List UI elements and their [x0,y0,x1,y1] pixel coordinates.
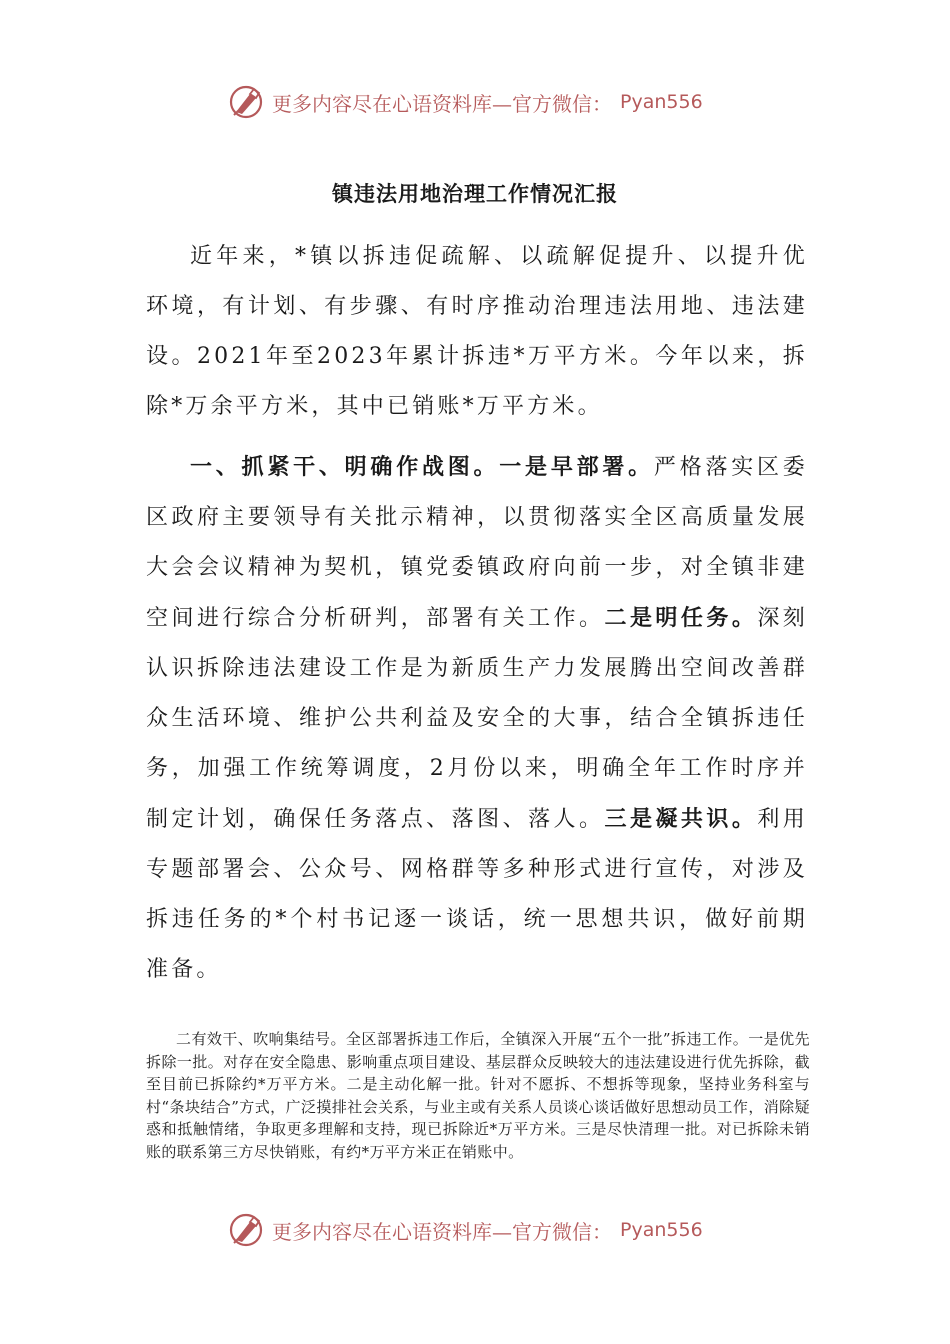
item2-label: 二是明任务。 [604,605,758,631]
item2-text: 深刻认识拆除违法建设工作是为新质生产力发展腾出空间改善群众生活环境、维护公共利益及安全的大事，结合全镇拆违任务，加强工作统筹调度，2月份以来，明确全年工作时序并制定计划，确保任务落点、落图、落人。 [146,606,808,832]
watermark-footer [228,1210,748,1250]
intro-paragraph: 近年来，*镇以拆违促疏解、以疏解促提升、以提升优环境，有计划、有步骤、有时序推动治理违法用地、违法建设。2021年至2023年累计拆违*万平方米。今年以来，拆除*万余平方米，其中已销账*万平方米。 [146,244,808,419]
watermark-handle: Pyan556 [620,1219,703,1241]
item3-label: 三是凝共识。 [604,806,758,832]
section1-heading: 一、抓紧干、明确作战图。 [190,454,500,480]
pen-nib-logo-icon [228,84,264,120]
item1-text: 严格落实区委区政府主要领导有关批示精神，以贯彻落实全区高质量发展大会会议精神为契机，镇党委镇政府向前一步，对全镇非建空间进行综合分析研判，部署有关工作。 [146,455,808,631]
section1-paragraph [146,442,808,995]
watermark-text: 更多内容尽在心语资料库—官方微信： [272,91,612,116]
watermark-header [228,82,748,122]
item3-text: 利用专题部署会、公众号、网格群等多种形式进行宣传，对涉及拆违任务的*个村书记逐一谈话，统一思想共识，做好前期准备。 [146,807,808,982]
pen-nib-logo-icon [228,1212,264,1248]
section2-paragraph: 二有效干、吹响集结号。全区部署拆违工作后，全镇深入开展“五个一批”拆违工作。一是优先拆除一批。对存在安全隐患、影响重点项目建设、基层群众反映较大的违法建设进行优先拆除，截至目前已拆除约*万平方米。二是主动化解一批。针对不愿拆、不想拆等现象，坚持业务科室与村“条块结合”方式，广泛摸排社会关系，与业主或有关系人员谈心谈话做好思想动员工作，消除疑惑和抵触情绪，争取更多理解和支持，现已拆除近*万平方米。三是尽快清理一批。对已拆除未销账的联系第三方尽快销账，有约*万平方米正在销账中。 [146,1030,810,1161]
document-title: 镇违法用地治理工作情况汇报 [332,181,618,206]
watermark-handle: Pyan556 [620,91,703,113]
watermark-text: 更多内容尽在心语资料库—官方微信： [272,1219,612,1244]
item1-label: 一是早部署。 [499,454,654,480]
